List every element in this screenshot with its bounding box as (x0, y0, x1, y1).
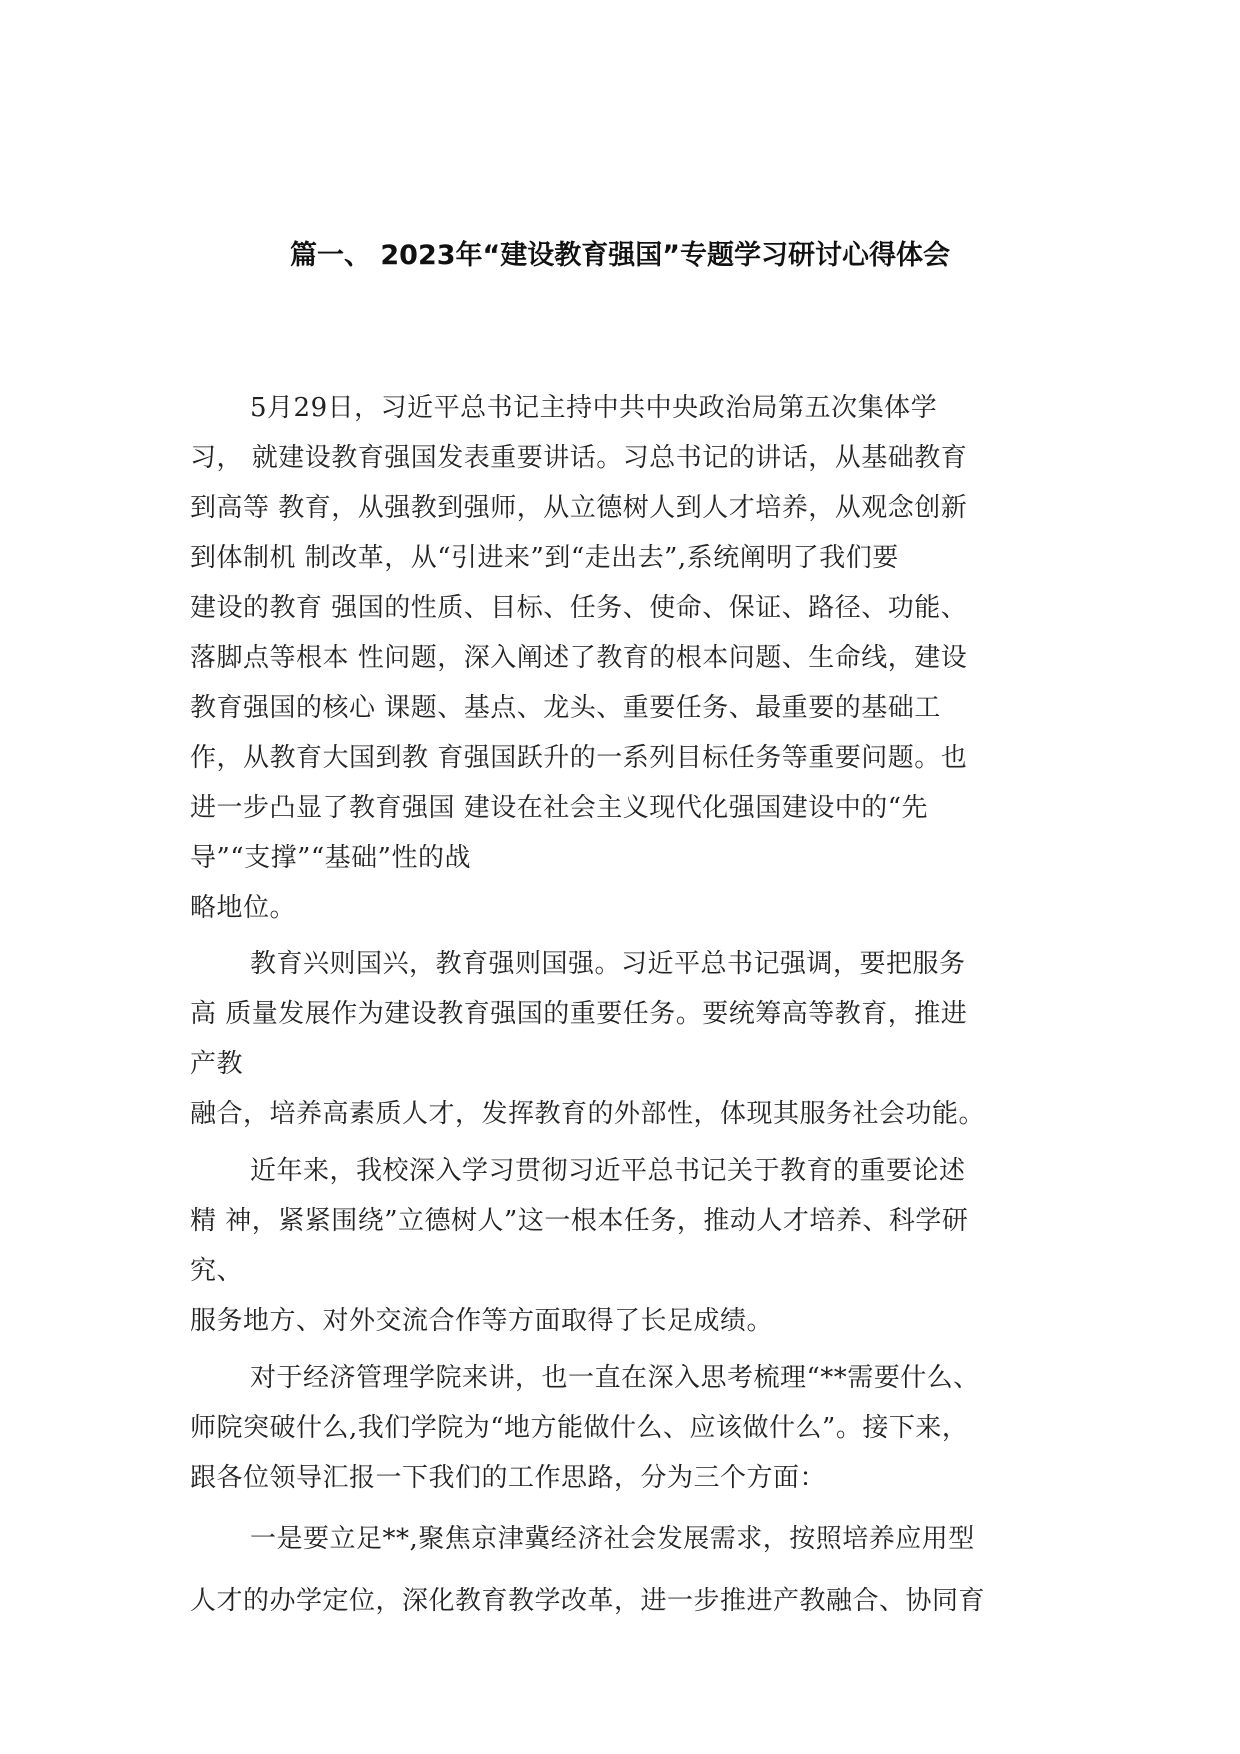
body-line: 融合，培养高素质人才，发挥教育的外部性，体现其服务社会功能。 (190, 1099, 986, 1129)
body-line: 到高等 教育，从强教到强师，从立德树人到人才培养，从观念创新 (190, 493, 968, 523)
body-line: 教育兴则国兴，教育强则国强。习近平总书记强调，要把服务 (250, 949, 966, 979)
document-title: 篇一、 2023年“建设教育强国”专题学习研讨心得体会 (290, 240, 951, 271)
body-line: 人才的办学定位，深化教育教学改革，进一步推进产教融合、协同育 (190, 1586, 986, 1616)
body-line: 到体制机 制改革，从“引进来”到“走出去”,系统阐明了我们要 (190, 543, 899, 573)
body-line: 近年来，我校深入学习贯彻习近平总书记关于教育的重要论述 (250, 1156, 966, 1186)
body-line: 高 质量发展作为建设教育强国的重要任务。要统筹高等教育，推进 (190, 999, 968, 1029)
body-line: 进一步凸显了教育强国 建设在社会主义现代化强国建设中的“先 (190, 793, 929, 823)
body-line: 作，从教育大国到教 育强国跃升的一系列目标任务等重要问题。也 (190, 743, 968, 773)
body-line: 对于经济管理学院来讲，也一直在深入思考梳理“**需要什么、 (250, 1363, 980, 1393)
body-line: 5月29日，习近平总书记主持中共中央政治局第五次集体学 (250, 393, 938, 423)
body-line: 建设的教育 强国的性质、目标、任务、使命、保证、路径、功能、 (190, 593, 968, 623)
body-line: 服务地方、对外交流合作等方面取得了长足成绩。 (190, 1306, 774, 1336)
body-line: 精 神，紧紧围绕”立德树人”这一根本任务，推动人才培养、科学研 (190, 1206, 969, 1236)
body-line: 究、 (190, 1256, 244, 1286)
body-line: 跟各位领导汇报一下我们的工作思路，分为三个方面： (190, 1463, 827, 1493)
body-line: 产教 (190, 1049, 244, 1079)
body-line: 导”“支撑”“基础”性的战 (190, 843, 471, 873)
body-line: 一是要立足**,聚焦京津冀经济社会发展需求，按照培养应用型 (250, 1524, 975, 1554)
body-line: 略地位。 (190, 893, 297, 923)
body-line: 师院突破什么,我们学院为“地方能做什么、应该做什么”。接下来， (190, 1413, 969, 1443)
body-line: 教育强国的核心 课题、基点、龙头、重要任务、最重要的基础工 (190, 693, 941, 723)
body-line: 落脚点等根本 性问题，深入阐述了教育的根本问题、生命线，建设 (190, 643, 968, 673)
body-line: 习， 就建设教育强国发表重要讲话。习总书记的讲话，从基础教育 (190, 443, 968, 473)
